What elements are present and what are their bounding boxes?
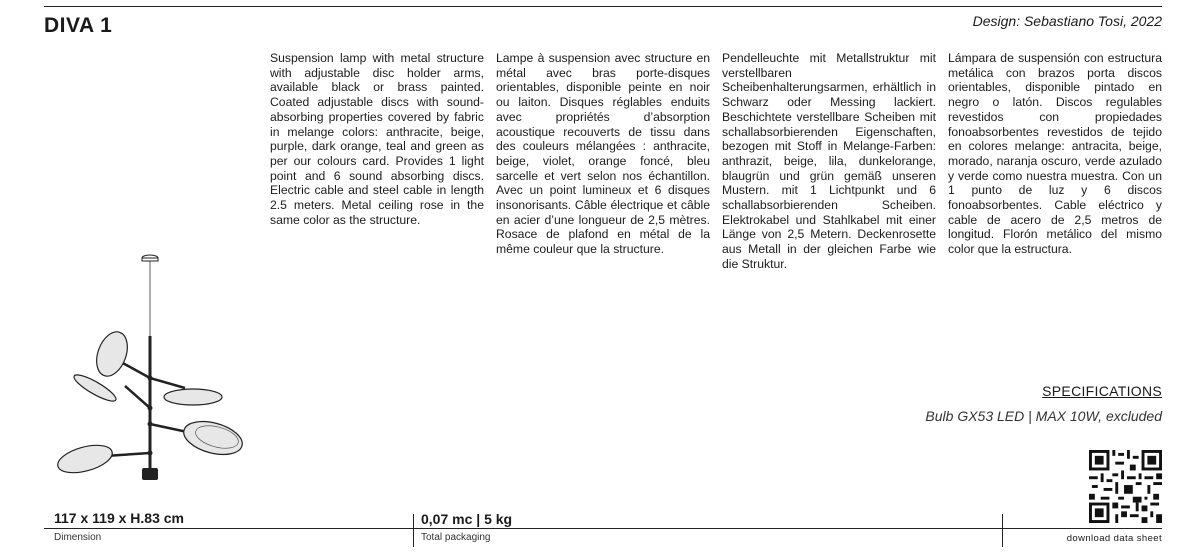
download-data-sheet-link[interactable]: download data sheet [1066,533,1162,544]
description-spanish: Lámpara de suspensión con estructura metálica con brazos porta discos orientables, disponible pintado en negro o latón. Discos regulables revestidos con propiedades fonoabsorbentes revestidos de tejido en colores melange: antracita, beige, morado, naranja oscuro, verde azulado y verde como nuestra muestra. Con un 1 punto de luz y 6 discos fonoabsorbentes. Cable eléctrico y cable de acero de 2,5 metros de longitud. Florón metálico del mismo color que la estructura. [948,51,1162,257]
footer-divider [413,514,414,547]
description-french: Lampe à suspension avec structure en métal avec bras porte-disques orientables, disponible peinte en noir ou laiton. Disques réglables enduits avec propriétés d’absorption acoustique recouverts de tissu dans des couleurs mélangées : anthracite, beige, violet, orange foncé, bleu sarcelle et vert selon nos échantillon. Avec un point lumineux et 6 disques insonorisants. Câble électrique et câble en acier d’une longueur de 2,5 mètres. Rosace de plafond en métal de la même couleur que la structure. [496,51,710,257]
description-english: Suspension lamp with metal structure with adjustable disc holder arms, available black or brass painted. Coated adjustable discs with sound-absorbing properties covered by fabric in melange colors: anthracite, beige, purple, dark orange, teal and green as per our colours card. Provides 1 light point and 6 sound absorbing discs. Electric cable and steel cable in length 2.5 meters. Metal ceiling rose in the same color as the structure. [270,51,484,227]
designer-credit: Design: Sebastiano Tosi, 2022 [972,13,1162,29]
lamp-illustration [50,248,255,488]
description-german: Pendelleuchte mit Metallstruktur mit verstellbaren Scheibenhalterungsarmen, erhältlich in Schwarz oder Messing lackiert. Beschichtete verstellbare Scheiben mit schallabsorbierenden Eigenschaften, bezogen mit Stoff in Melange-Farben: anthrazit, beige, lila, dunkelorange, blaugrün und grün gemäß unseren Mustern. mit 1 Lichtpunkt und 6 schallabsorbierenden Scheiben. Elektrokabel und Stahlkabel mit einer Länge von 2,5 Metern. Deckenrosette aus Metall in der gleichen Farbe wie die Struktur. [722,51,936,271]
packaging-label: Total packaging [421,532,491,543]
dimension-label: Dimension [54,532,102,543]
top-rule [44,6,1162,7]
product-title: DIVA 1 [44,14,113,37]
specifications-heading: SPECIFICATIONS [1042,383,1162,399]
bulb-spec: Bulb GX53 LED | MAX 10W, excluded [925,408,1162,424]
dimension-value: 117 x 119 x H.83 cm [54,510,184,526]
footer-divider [1002,514,1003,547]
packaging-value: 0,07 mc | 5 kg [421,511,513,527]
footer-rule [44,528,1162,529]
qr-code[interactable] [1089,450,1162,523]
